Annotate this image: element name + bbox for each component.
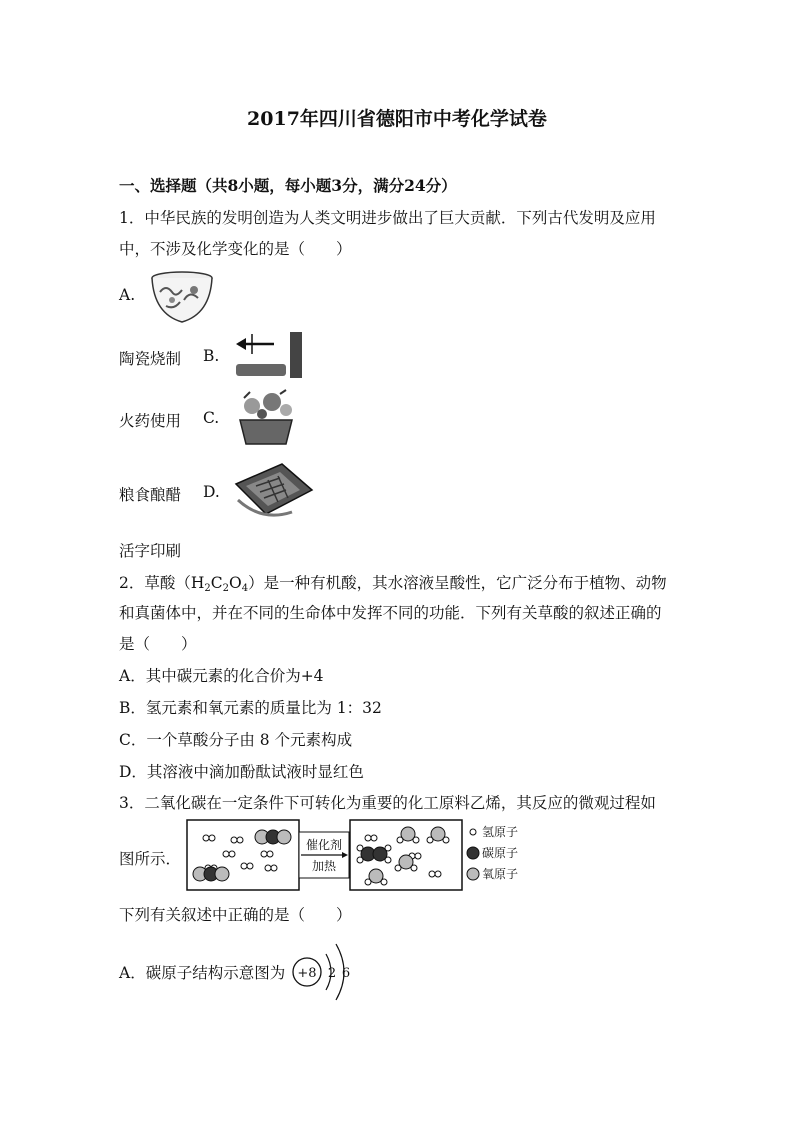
arrow-condition-bottom: 加热 [311,859,337,873]
legend-oxygen-label: 氧原子 [482,867,519,881]
q1-caption-vinegar: 粮食酿醋 [119,486,182,504]
q2-option-b: B．氢元素和氧元素的质量比为 1：32 [119,699,382,717]
q2-option-c: C．一个草酸分子由 8 个元素构成 [119,731,353,749]
legend-hydrogen-label: 氢原子 [482,825,519,839]
atom-structure-diagram [290,940,358,1004]
co2-molecule-1 [255,830,291,844]
porcelain-bowl-image [150,270,214,326]
q2-line2: 和真菌体中，并在不同的生命体中发挥不同的功能．下列有关草酸的叙述正确的 [119,604,662,622]
arrow-condition-top: 催化剂 [305,838,343,852]
reaction-diagram [186,818,528,894]
gunpowder-rocket-image [232,328,312,384]
q1-line2: 中，不涉及化学变化的是（ ） [119,240,352,258]
movable-type-image [232,460,314,522]
q1-caption-gunpowder: 火药使用 [119,412,182,430]
q2-option-a: A．其中碳元素的化合价为+4 [119,667,324,685]
q2-option-d: D．其溶液中滴加酚酞试液时显红色 [119,763,364,781]
q3-option-a: A．碳原子结构示意图为 [119,964,286,982]
q1-caption-porcelain: 陶瓷烧制 [119,350,182,368]
q3-line2: 图所示． [119,850,182,868]
shell-2-electrons: 6 [341,966,351,981]
grain-vinegar-image [232,390,300,446]
nucleus-charge: +8 [297,966,317,981]
legend-hydrogen-icon [470,829,476,835]
section-heading: 一、选择题（共8小题，每小题3分，满分24分） [119,176,457,195]
q3-line1: 3．二氧化碳在一定条件下可转化为重要的化工原料乙烯，其反应的微观过程如 [119,794,656,812]
q3-line3: 下列有关叙述中正确的是（ ） [119,906,352,924]
q1-caption-printing: 活字印刷 [119,542,182,560]
co2-molecule-2 [193,867,229,881]
q1-option-b-label: B. [203,347,220,365]
q1-line1: 1．中华民族的发明创造为人类文明进步做出了巨大贡献．下列古代发明及应用 [119,209,656,227]
legend-carbon-icon [467,847,479,859]
legend-carbon-label: 碳原子 [482,846,519,860]
q1-option-d-label: D. [203,483,220,501]
q1-option-c-label: C. [203,409,220,427]
page-title: 2017年四川省德阳市中考化学试卷 [247,108,547,130]
q2-line3: 是（ ） [119,635,197,653]
legend-oxygen-icon [467,868,479,880]
q1-option-a-label: A. [119,286,136,304]
q2-line1: 2．草酸$(H_2C_2O_4)$是一种有机酸，其水溶液呈酸性，它广泛分布于植物、动物 [119,574,667,594]
shell-1-electrons: 2 [327,966,337,981]
